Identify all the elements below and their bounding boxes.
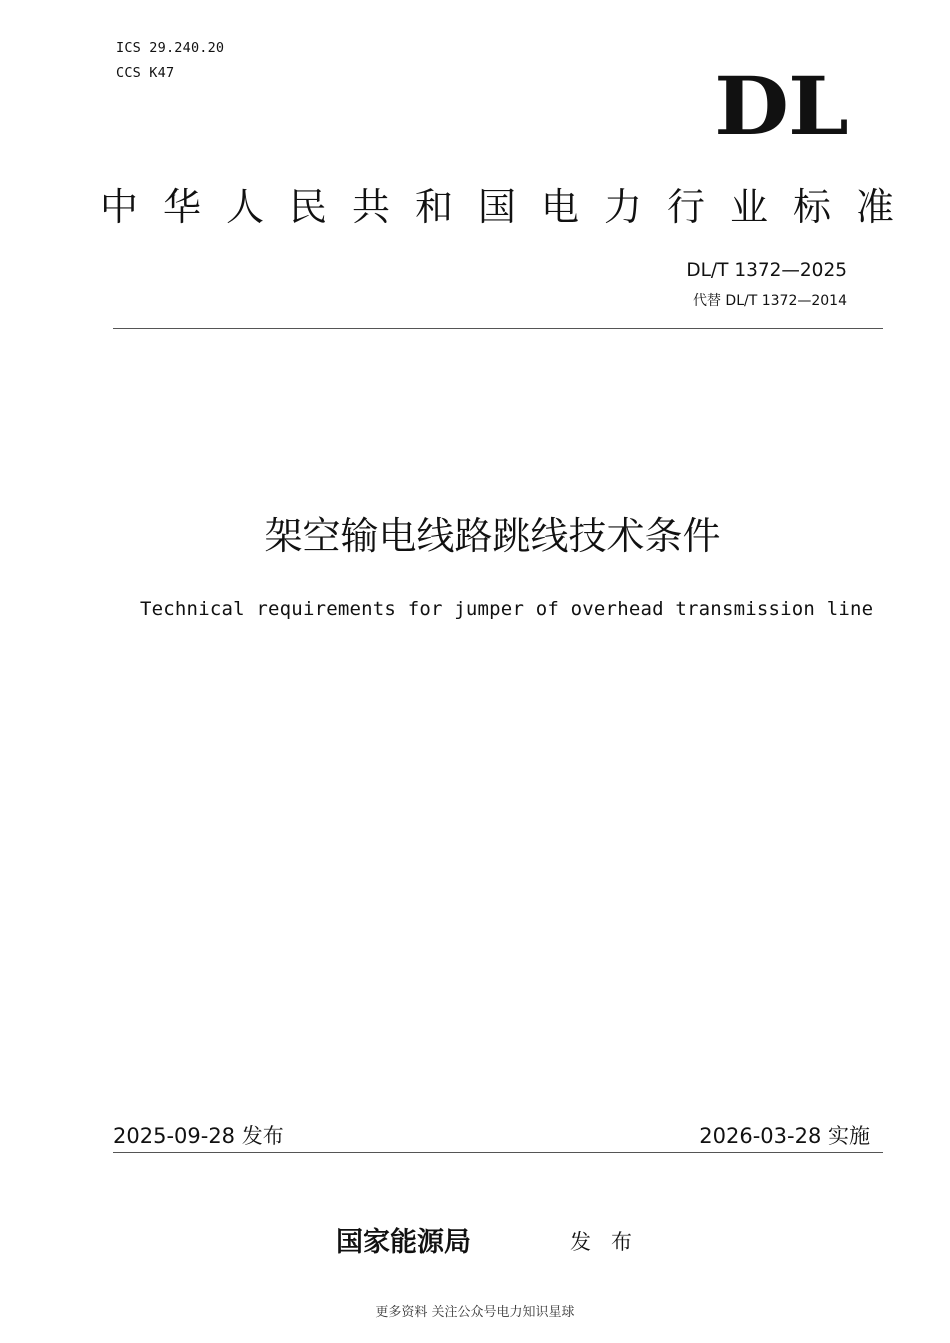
ccs-code: CCS K47 <box>116 65 175 81</box>
release-date: 2025-09-28 发布 <box>113 1124 284 1148</box>
publisher-name: 国家能源局 <box>336 1227 471 1258</box>
footer-note: 更多资料 关注公众号电力知识星球 <box>375 1305 575 1320</box>
dl-logo: DL <box>714 59 848 153</box>
publish-label: 发布 <box>570 1230 652 1254</box>
document-title-english: Technical requirements for jumper of overhead transmission line <box>140 598 874 620</box>
replaces-standard: 代替 DL/T 1372—2014 <box>692 293 847 309</box>
ics-code: ICS 29.240.20 <box>116 40 225 56</box>
document-title-chinese: 架空输电线路跳线技术条件 <box>264 514 721 558</box>
header-divider <box>113 328 883 329</box>
standard-number: DL/T 1372—2025 <box>686 260 847 281</box>
implementation-date: 2026-03-28 实施 <box>699 1124 870 1148</box>
dates-divider <box>113 1152 883 1153</box>
industry-standard-title: 中华人民共和国电力行业标准 <box>100 185 920 229</box>
